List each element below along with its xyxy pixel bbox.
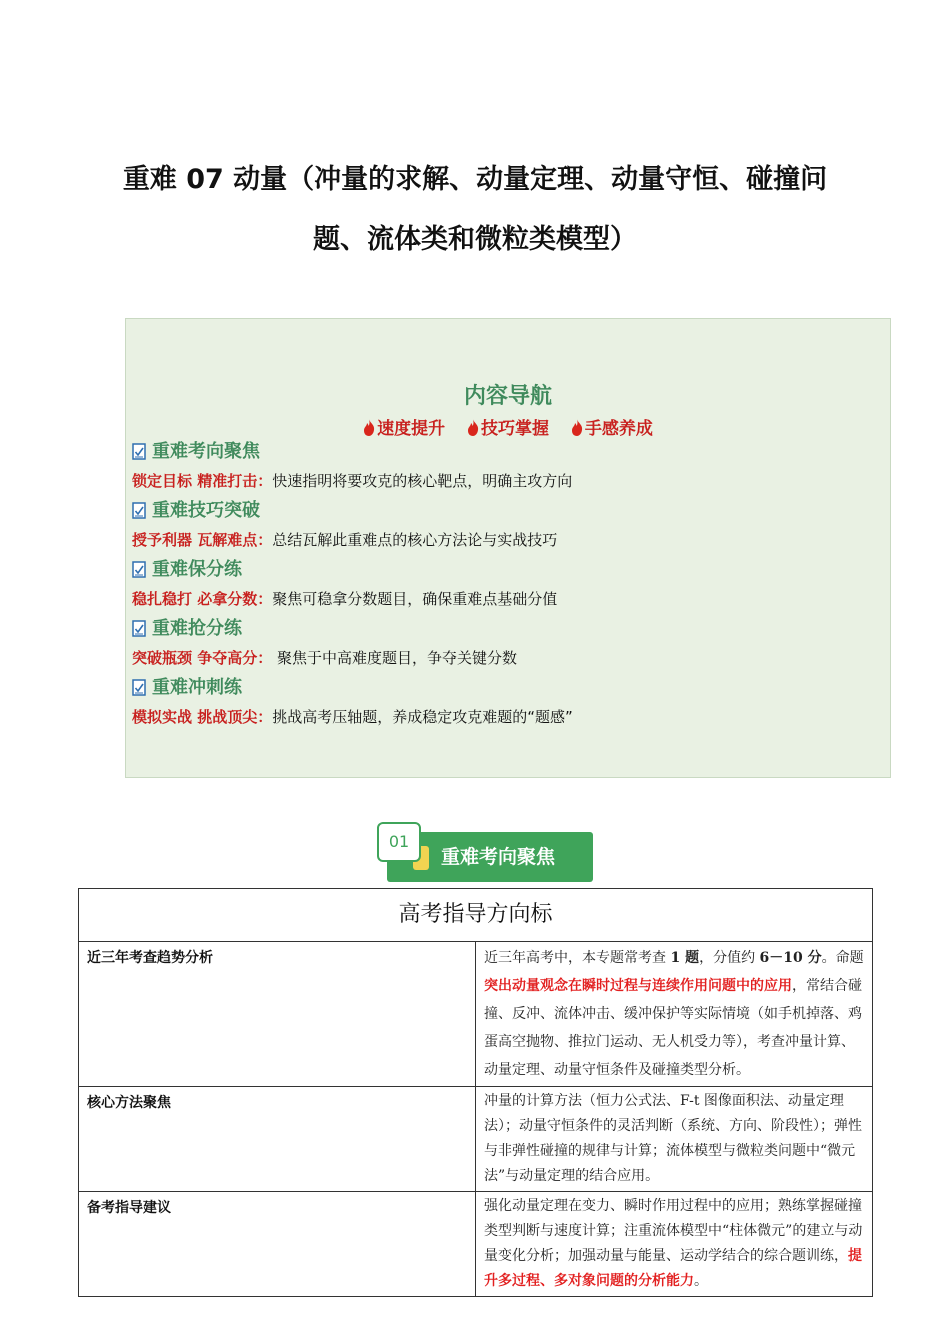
nav-section-description: 模拟实战 挑战顶尖：挑战高考压轴题，养成稳定攻克难题的“题感” [132, 708, 573, 726]
nav-section-list [132, 437, 880, 732]
row-content: 近三年高考中，本专题常考查 1 题，分值约 6－10 分。命题突出动量观念在瞬时过程与连续作用问题中的应用，常结合碰撞、反冲、流体冲击、缓冲保护等实际情境（如手机掉落、鸡蛋高空抛物、推拉门运动、无人机受力等），考查冲量计算、动量定理、动量守恒条件及碰撞类型分析。 [476, 942, 873, 1087]
nav-section-heading: 重难抢分练 [132, 614, 880, 644]
row-content: 强化动量定理在变力、瞬时作用过程中的应用；熟练掌握碰撞类型判断与速度计算；注重流体模型中“柱体微元”的建立与动量变化分析；加强动量与能量、运动学结合的综合题训练，提升多过程、多对象问题的分析能力。 [476, 1192, 873, 1297]
nav-section-heading: 重难冲刺练 [132, 673, 880, 703]
nav-section-heading: 重难技巧突破 [132, 496, 880, 526]
nav-section-heading: 重难考向聚焦 [132, 437, 880, 467]
page-title-line-2: 题、流体类和微粒类模型） [313, 224, 637, 255]
nav-tag: 速度提升 [363, 419, 451, 439]
document-check-icon [132, 679, 148, 697]
table-row [79, 1192, 873, 1297]
flame-icon [571, 419, 583, 436]
document-check-icon [132, 502, 148, 520]
page-title [60, 150, 890, 270]
table-row [79, 942, 873, 1087]
nav-section-heading: 重难保分练 [132, 555, 880, 585]
document-check-icon [132, 561, 148, 579]
guide-table [78, 888, 873, 1297]
nav-section-description: 突破瓶颈 争夺高分： 聚焦于中高难度题目，争夺关键分数 [132, 649, 518, 667]
nav-tags [126, 414, 890, 439]
nav-section-description: 锁定目标 精准打击：快速指明将要攻克的核心靶点，明确主攻方向 [132, 472, 573, 490]
nav-section-description: 稳扎稳打 必拿分数：聚焦可稳拿分数题目，确保重难点基础分值 [132, 590, 558, 608]
flame-icon [363, 419, 375, 436]
row-label: 备考指导建议 [79, 1192, 476, 1297]
flame-icon [467, 419, 479, 436]
row-label: 核心方法聚焦 [79, 1087, 476, 1192]
nav-tag: 手感养成 [571, 419, 653, 439]
document-check-icon [132, 620, 148, 638]
banner-number: 01 [377, 822, 421, 862]
banner-title: 重难考向聚焦 [441, 846, 556, 868]
nav-tag: 技巧掌握 [467, 419, 555, 439]
nav-heading: 内容导航 [463, 384, 552, 409]
row-content: 冲量的计算方法（恒力公式法、F-t 图像面积法、动量定理法）；动量守恒条件的灵活判断（系统、方向、阶段性）；弹性与非弹性碰撞的规律与计算；流体模型与微粒类问题中“微元法”与动量定理的结合应用。 [476, 1087, 873, 1192]
page-title-line-1: 重难 07 动量（冲量的求解、动量定理、动量守恒、碰撞问 [122, 164, 828, 195]
guide-table-header: 高考指导方向标 [79, 889, 873, 942]
row-label: 近三年考查趋势分析 [79, 942, 476, 1087]
nav-section-description: 授予利器 瓦解难点：总结瓦解此重难点的核心方法论与实战技巧 [132, 531, 558, 549]
table-row [79, 1087, 873, 1192]
section-banner [375, 820, 595, 884]
document-check-icon [132, 443, 148, 461]
content-navigation-box [125, 318, 891, 778]
